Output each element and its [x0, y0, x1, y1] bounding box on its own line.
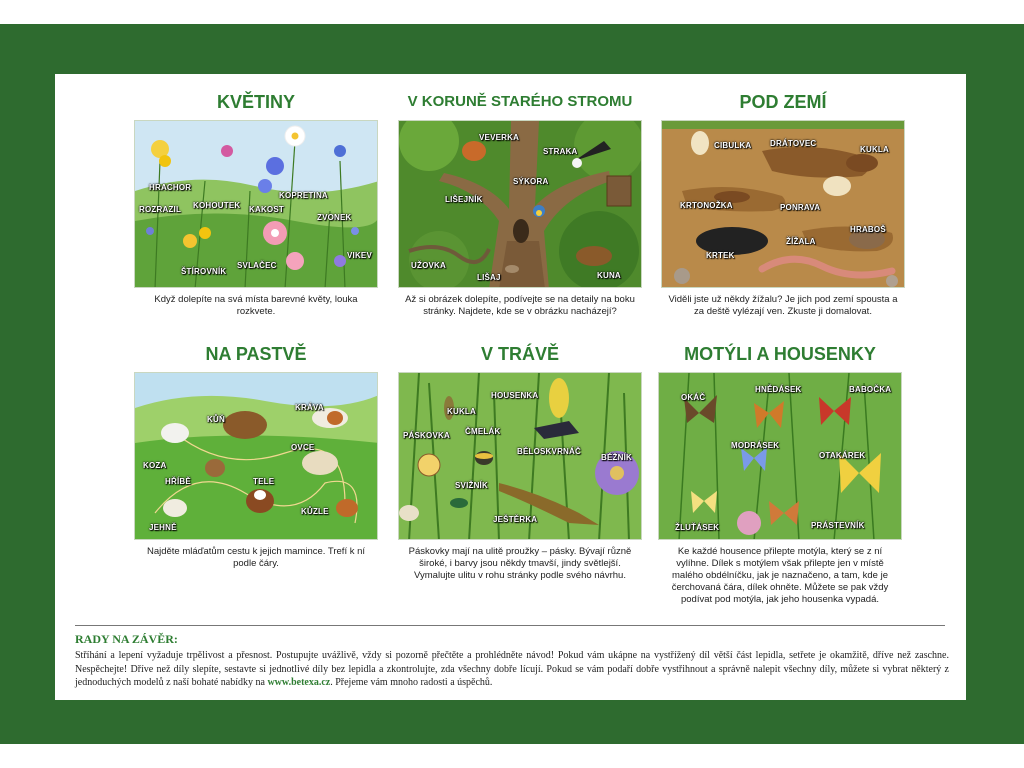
label-rozrazil: ROZRAZIL [139, 205, 182, 214]
label-jehne: JEHNĚ [149, 523, 177, 532]
label-paskovka: PÁSKOVKA [403, 431, 450, 440]
label-babocka: BABOČKA [849, 385, 892, 394]
label-sykora: SÝKORA [513, 177, 549, 186]
tips-text-before: Stříhání a lepení vyžaduje trpělivost a přesnost. Postupujte uvážlivě, vždy si pozorně přečtěte a prohlédněte návod! Pokud vám ukápne na vystřížený díl větší část lepidla, setřete je okamžitě, dříve než zaschne. Nespěchejte! Dříve než díly slepíte, sestavte si jednotlivé díly bez lepidla a zkontrolujte, zda všechny dobře lícují. Pokud se vám podaří dobře vystřihnout a správně nalepit všechny díly, můžete si vybrat některý z jednoduchých modelů z naší bohaté nabídky na [75, 650, 949, 688]
tips-title: RADY NA ZÁVĚR: [75, 632, 178, 646]
flowers-illustration [134, 120, 378, 288]
label-otakarek: OTAKÁREK [819, 451, 866, 460]
label-ponrava: PONRAVA [780, 203, 821, 212]
label-krtek: KRTEK [706, 251, 735, 260]
label-straka: STRAKA [543, 147, 578, 156]
label-beznik: BĚŽNÍK [601, 453, 632, 462]
label-kohoutek: KOHOUTEK [193, 201, 241, 210]
label-kopretina: KOPRETINA [279, 191, 328, 200]
label-krtonozka: KRTONOŽKA [680, 201, 733, 210]
label-cibulka: CIBULKA [714, 141, 752, 150]
panel-tree-crown [395, 90, 645, 318]
panel-caption: Až si obrázek dolepíte, podívejte se na detaily na boku stránky. Najdete, kde se v obrázku nacházejí? [405, 294, 635, 317]
label-dratovec: DRÁTOVEC [770, 139, 817, 148]
label-stirovnik: ŠTÍROVNÍK [181, 267, 227, 276]
label-prastevnik: PRÁSTEVNÍK [811, 521, 865, 530]
tree-illustration [398, 120, 642, 288]
label-krava: KRÁVA [295, 403, 324, 412]
panel-caption: Když dolepíte na svá místa barevné květy, louka rozkvete. [154, 294, 358, 317]
label-zizala: ŽÍŽALA [786, 237, 816, 246]
panel-caption: Viděli jste už někdy žížalu? Je jich pod zemí spousta a za deště vylézají ven. Zkuste ji domalovat. [668, 294, 898, 317]
label-kukla: KUKLA [447, 407, 476, 416]
label-vikev: VIKEV [347, 251, 373, 260]
panel-butterflies [655, 342, 905, 606]
label-hrabos: HRABOŠ [850, 225, 886, 234]
panel-flowers [131, 90, 381, 318]
label-koza: KOZA [143, 461, 167, 470]
label-lisejnik: LIŠEJNÍK [445, 195, 483, 204]
label-kuna: KUNA [597, 271, 621, 280]
divider-line [75, 625, 945, 626]
label-kuzle: KŮZLE [301, 507, 329, 516]
pasture-scene-image [135, 373, 378, 540]
tips-text-after: . Přejeme vám mnoho radosti a úspěchů. [330, 677, 493, 688]
label-housenka: HOUSENKA [491, 391, 539, 400]
panel-title: KVĚTINY [216, 92, 295, 112]
panel-pasture [131, 342, 381, 570]
panel-caption: Páskovky mají na ulitě proužky – pásky. Bývají různě široké, i barvy jsou někdy tmavší, jindy světlejší. Vymalujte ulitu v rohu stránky podle svého návrhu. [408, 546, 632, 581]
label-zlutasek: ŽLUŤÁSEK [675, 523, 720, 532]
label-zvonek: ZVONEK [317, 213, 352, 222]
label-kukla: KUKLA [860, 145, 889, 154]
label-veverka: VEVERKA [479, 133, 520, 142]
tips-text [75, 649, 949, 690]
label-jesterka: JEŠTĚRKA [493, 515, 538, 524]
label-cmelak: ČMELÁK [465, 427, 501, 436]
panel-caption: Ke každé housence přilepte motýla, který se z ní vylíhne. Dílek s motýlem však přilepte jen v místě malého obdélníčku, jak je naznačeno, a tam, kde je čerchovaná čára, dílek ohněte. Můžete se pak vždy podívat pod motýla, jak jeho housenka vypadá. [671, 546, 889, 605]
final-tips [75, 632, 949, 690]
panel-title: V TRÁVĚ [480, 344, 559, 364]
butterflies-illustration [658, 372, 902, 540]
panel-in-grass [395, 342, 645, 582]
label-hribe: HŘÍBĚ [165, 477, 191, 486]
pasture-illustration [134, 372, 378, 540]
label-svlacec: SVLAČEC [237, 261, 277, 270]
label-kakost: KAKOST [249, 205, 284, 214]
label-uzovka: UŽOVKA [411, 261, 446, 270]
grass-illustration [398, 372, 642, 540]
panel-underground [658, 90, 908, 318]
label-hrachor: HRACHOR [149, 183, 192, 192]
panel-title: POD ZEMÍ [739, 92, 827, 112]
panel-caption: Najděte mláďatům cestu k jejich mamince. Trefí k ní podle čáry. [146, 546, 366, 569]
label-sviznik: SVIŽNÍK [455, 481, 488, 490]
label-okac: OKÁČ [681, 393, 706, 402]
panel-title: MOTÝLI A HOUSENKY [684, 344, 876, 364]
panel-title: V KORUNĚ STARÉHO STROMU [407, 93, 633, 110]
label-beloskvrnac: BĚLOSKVRNÁČ [517, 447, 581, 456]
underground-illustration [661, 120, 905, 288]
label-tele: TELE [253, 477, 275, 486]
instruction-sheet [55, 74, 966, 700]
label-ovce: OVCE [291, 443, 315, 452]
label-hnedasek: HNĚDÁSEK [755, 385, 802, 394]
label-lisaj: LIŠAJ [477, 273, 501, 282]
label-kun: KŮŇ [207, 415, 225, 424]
panel-title: NA PASTVĚ [205, 344, 307, 364]
website-link[interactable]: www.betexa.cz [267, 677, 331, 688]
label-modrasek: MODRÁSEK [731, 441, 780, 450]
